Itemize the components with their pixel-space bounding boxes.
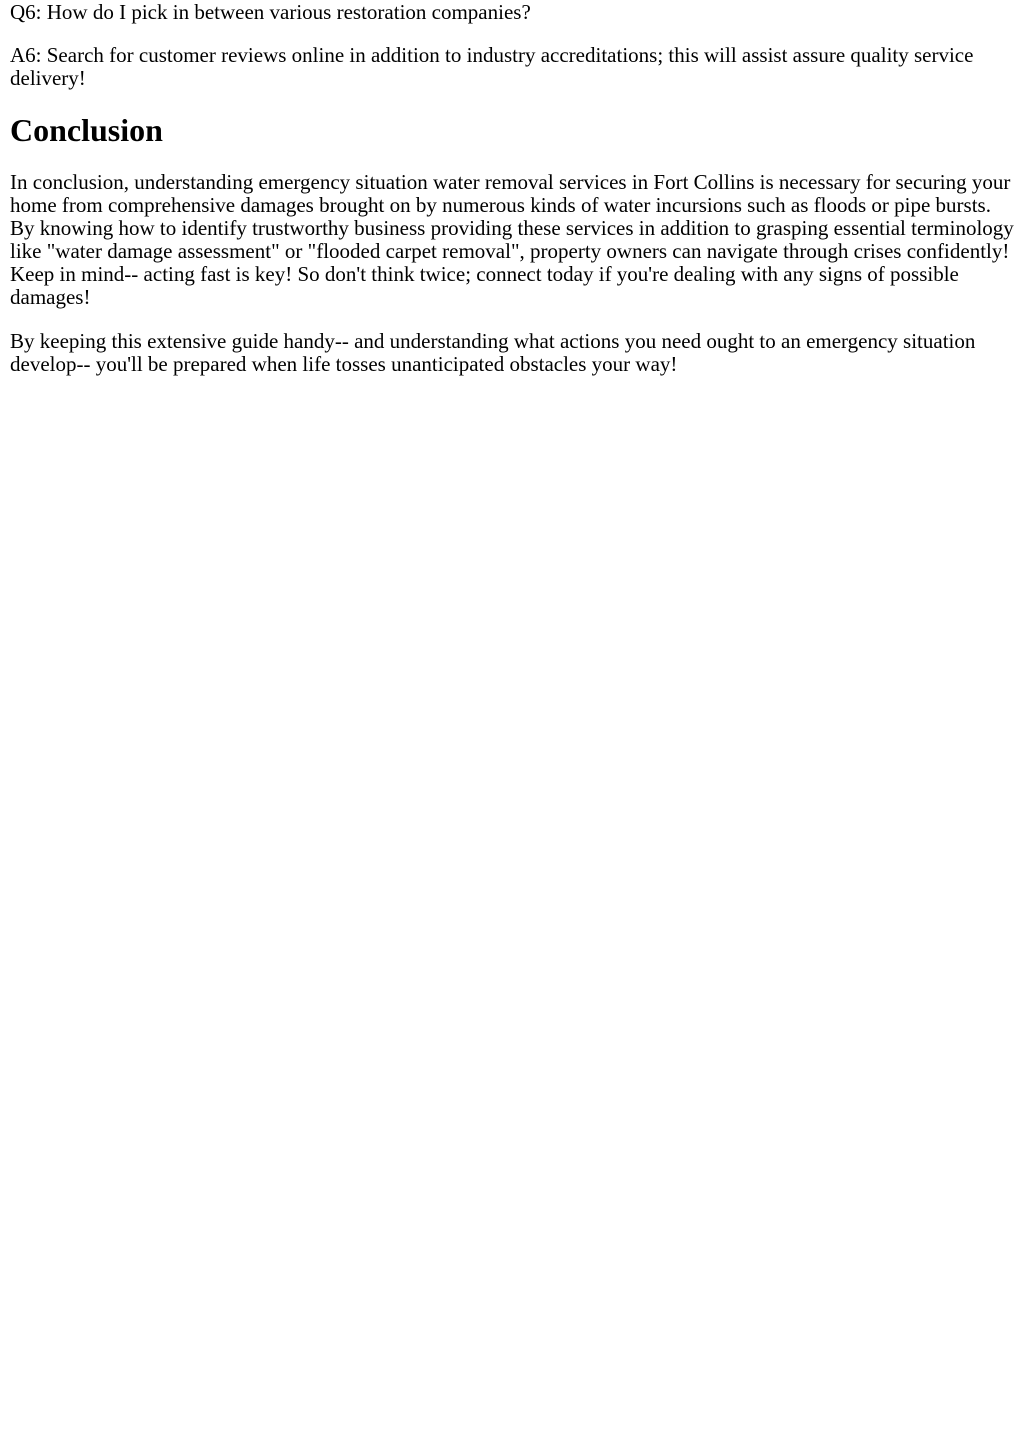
conclusion-paragraph: In conclusion, understanding emergency situation water removal services in Fort Collins is necessary for securing your home from comprehensive damages brought on by numerous kinds of water incursions such as floods or pipe bursts. By knowing how to identify trustworthy business providing these services in addition to grasping essential terminology like "water damage assessment" or "flooded carpet removal", property owners can navigate through crises confidently! Keep in mind-- acting fast is key! So don't think twice; connect today if you're dealing with any signs of possible damages! — [10, 170, 1014, 309]
closing-paragraph: By keeping this extensive guide handy-- and understanding what actions you need ought to an emergency situation develop-- you'll be prepared when life tosses unanticipated obstacles your way! — [10, 329, 976, 376]
conclusion-heading: Conclusion — [10, 112, 163, 148]
article-content — [10, 1, 1014, 376]
faq-question: Q6: How do I pick in between various restoration companies? — [10, 0, 531, 24]
faq-answer: A6: Search for customer reviews online in addition to industry accreditations; this will assist assure quality service delivery! — [10, 43, 974, 90]
